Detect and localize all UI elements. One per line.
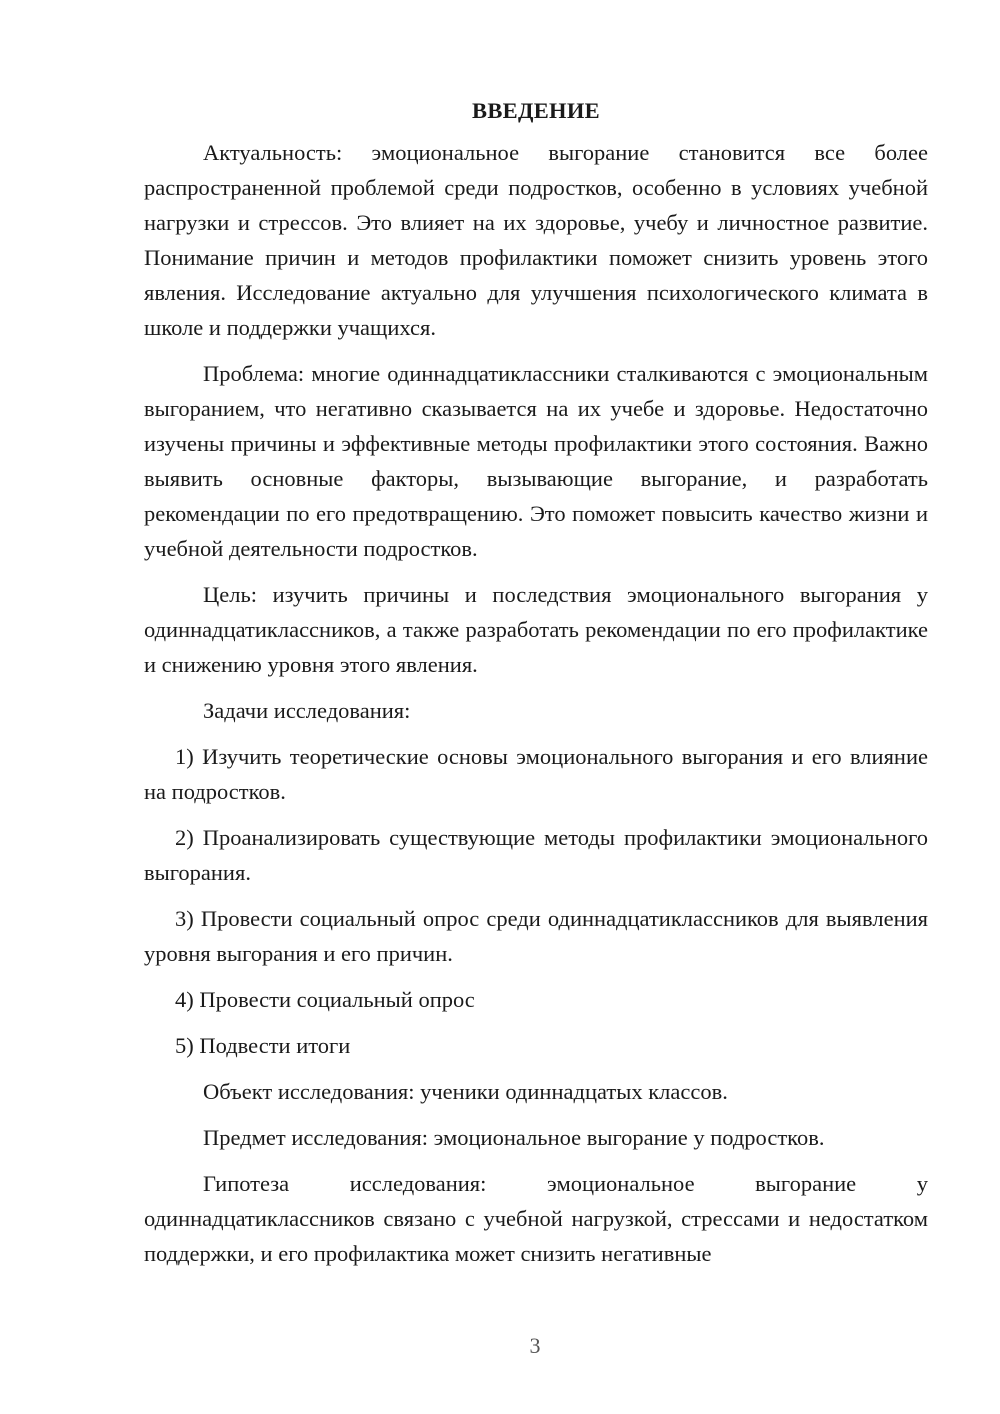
paragraph-tasks-heading: Задачи исследования: [203,698,411,723]
page-title: ВВЕДЕНИЕ [472,98,600,123]
paragraph-problem: Проблема: многие одиннадцатиклассники сталкиваются с эмоциональным выгоранием, что негативно сказывается на их учебе и здоровье. Недостаточно изучены причины и эффективные методы профилактики этого состояния. Важно выявить основные факторы, вызывающие выгорание, и разработать рекомендации по его предотвращению. Это поможет повысить качество жизни и учебной деятельности подростков. [144,361,928,561]
page-body [144,96,928,1271]
paragraph-hypothesis: Гипотеза исследования: эмоциональное выгорание у одиннадцатиклассников связано с учебной нагрузкой, стрессами и недостатком поддержки, и его профилактика может снизить негативные [144,1171,928,1266]
page-number: 3 [529,1333,541,1358]
list-item-task-2: 2) Проанализировать существующие методы профилактики эмоционального выгорания. [144,825,928,885]
paragraph-subject: Предмет исследования: эмоциональное выгорание у подростков. [203,1125,825,1150]
list-item-task-5: 5) Подвести итоги [175,1033,351,1058]
paragraph-goal: Цель: изучить причины и последствия эмоционального выгорания у одиннадцатиклассников, а также разработать рекомендации по его профилактике и снижению уровня этого явления. [144,582,928,677]
list-item-task-1: 1) Изучить теоретические основы эмоционального выгорания и его влияние на подростков. [144,744,928,804]
list-item-task-4: 4) Провести социальный опрос [175,987,475,1012]
paragraph-object: Объект исследования: ученики одиннадцатых классов. [203,1079,728,1104]
paragraph-relevance: Актуальность: эмоциональное выгорание становится все более распространенной проблемой среди подростков, особенно в условиях учебной нагрузки и стрессов. Это влияет на их здоровье, учебу и личностное развитие. Понимание причин и методов профилактики поможет снизить уровень этого явления. Исследование актуально для улучшения психологического климата в школе и поддержки учащихся. [144,140,928,340]
list-item-task-3: 3) Провести социальный опрос среди одиннадцатиклассников для выявления уровня выгорания и его причин. [144,906,928,966]
